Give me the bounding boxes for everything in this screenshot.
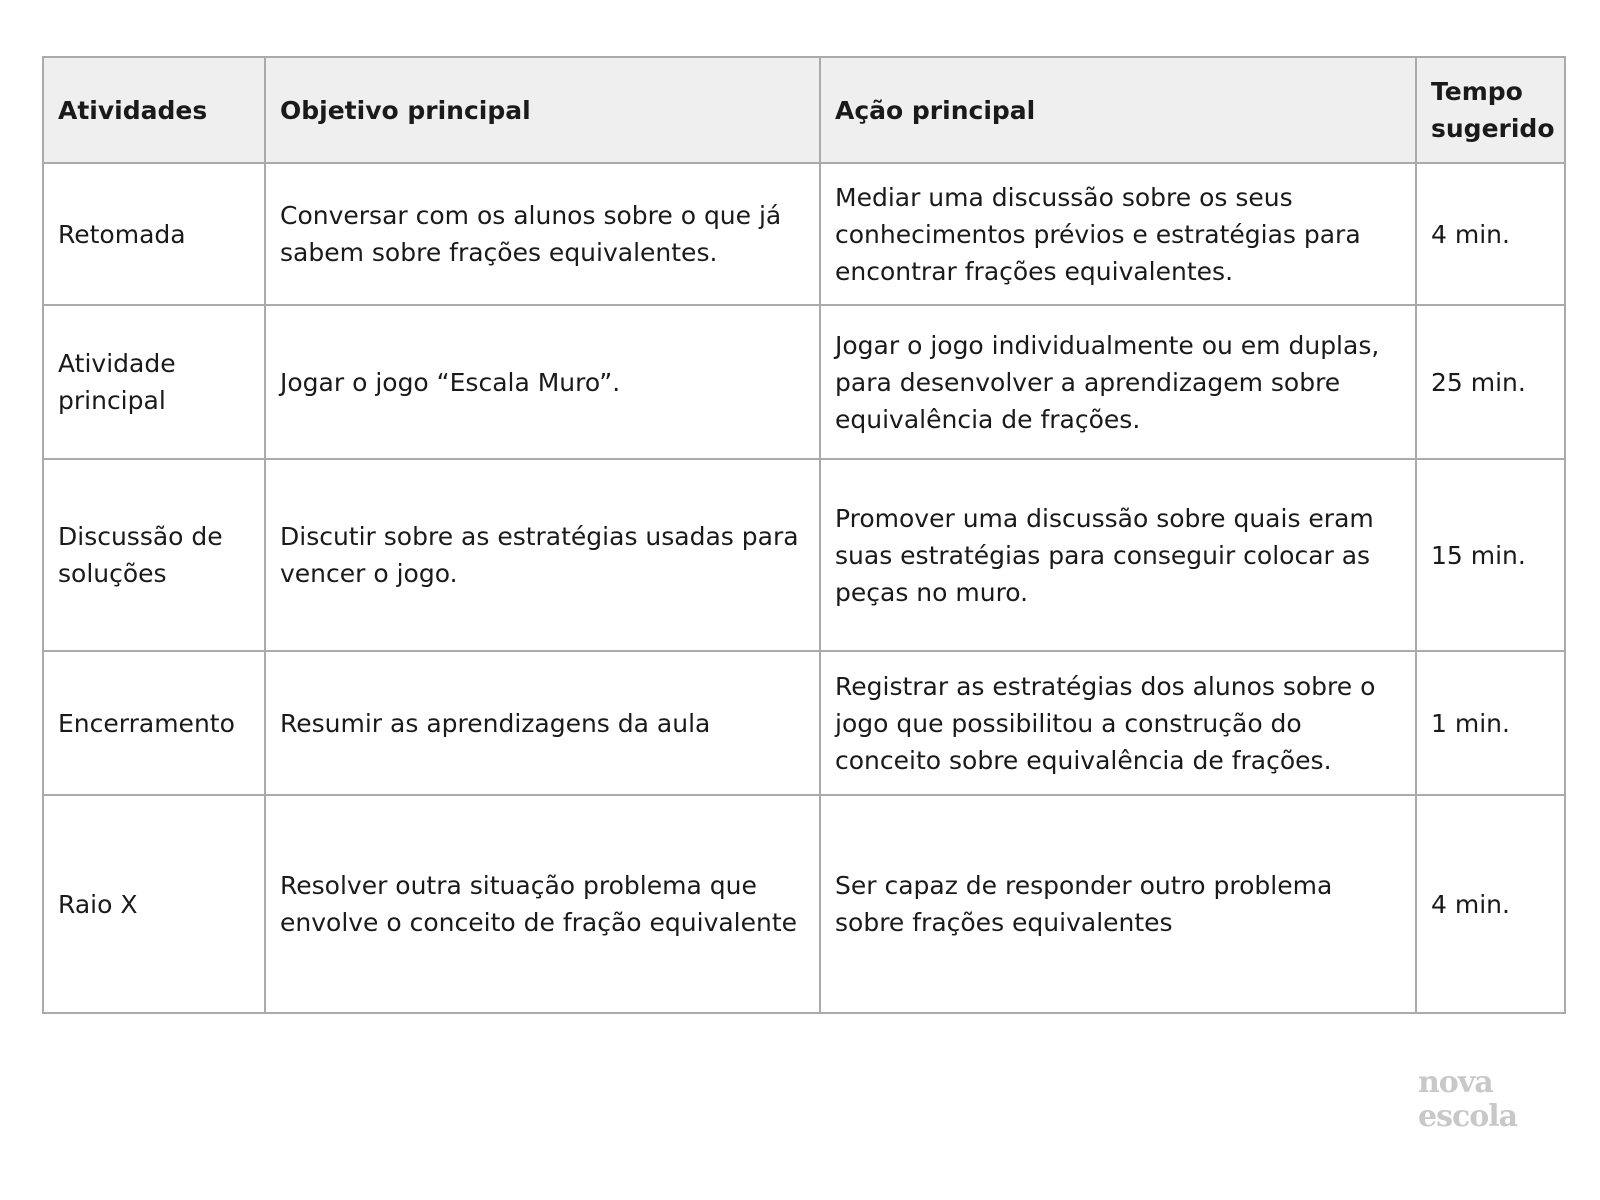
table-row (43, 651, 1565, 795)
cell-activity: Encerramento (43, 651, 265, 795)
cell-time: 4 min. (1416, 795, 1565, 1013)
header-activities: Atividades (43, 57, 265, 163)
cell-time: 25 min. (1416, 305, 1565, 459)
lesson-plan-table (42, 56, 1566, 1014)
cell-objective: Jogar o jogo “Escala Muro”. (265, 305, 820, 459)
cell-objective: Discutir sobre as estratégias usadas para vencer o jogo. (265, 459, 820, 651)
cell-activity: Discussão de soluções (43, 459, 265, 651)
cell-time: 1 min. (1416, 651, 1565, 795)
cell-activity: Atividade principal (43, 305, 265, 459)
cell-time: 15 min. (1416, 459, 1565, 651)
cell-objective: Resumir as aprendizagens da aula (265, 651, 820, 795)
cell-action: Mediar uma discussão sobre os seus conhecimentos prévios e estratégias para encontrar frações equivalentes. (820, 163, 1416, 305)
cell-objective: Resolver outra situação problema que envolve o conceito de fração equivalente (265, 795, 820, 1013)
table-header-row (43, 57, 1565, 163)
cell-time: 4 min. (1416, 163, 1565, 305)
table-row (43, 795, 1565, 1013)
table-row (43, 163, 1565, 305)
table-row (43, 459, 1565, 651)
header-time: Tempo sugerido (1416, 57, 1565, 163)
cell-activity: Raio X (43, 795, 265, 1013)
header-action: Ação principal (820, 57, 1416, 163)
cell-action: Promover uma discussão sobre quais eram suas estratégias para conseguir colocar as peças no muro. (820, 459, 1416, 651)
cell-objective: Conversar com os alunos sobre o que já sabem sobre frações equivalentes. (265, 163, 820, 305)
cell-action: Ser capaz de responder outro problema sobre frações equivalentes (820, 795, 1416, 1013)
nova-escola-logo (1418, 1066, 1538, 1134)
logo-line-2: escola (1418, 1099, 1518, 1134)
cell-activity: Retomada (43, 163, 265, 305)
logo-line-1: nova (1418, 1065, 1493, 1100)
header-objective: Objetivo principal (265, 57, 820, 163)
table-row (43, 305, 1565, 459)
cell-action: Jogar o jogo individualmente ou em duplas, para desenvolver a aprendizagem sobre equivalência de frações. (820, 305, 1416, 459)
cell-action: Registrar as estratégias dos alunos sobre o jogo que possibilitou a construção do conceito sobre equivalência de frações. (820, 651, 1416, 795)
